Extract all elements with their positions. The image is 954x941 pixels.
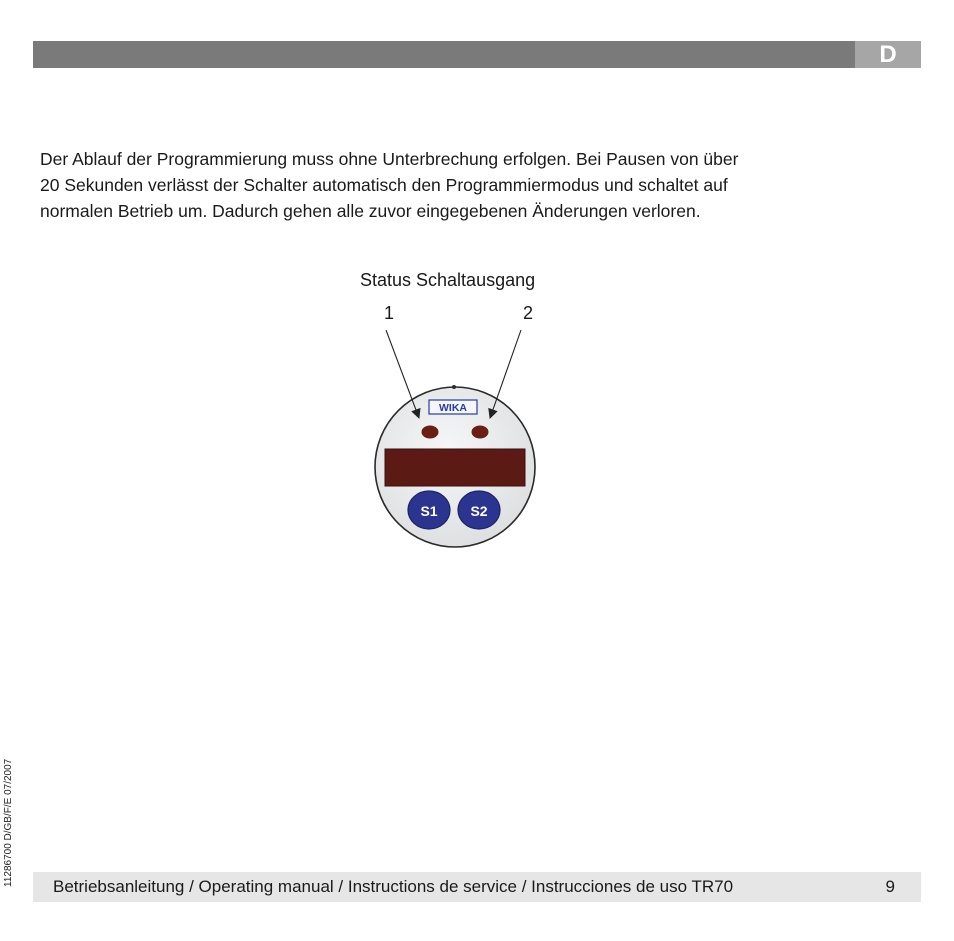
figure-title: Status Schaltausgang xyxy=(360,270,536,290)
callout-label-2: 2 xyxy=(523,303,534,323)
paragraph-line-2: 20 Sekunden verlässt der Schalter automatisch den Programmiermodus und schaltet auf xyxy=(40,175,728,195)
callout-label-1: 1 xyxy=(384,303,395,323)
footer-bar xyxy=(33,872,921,902)
page-number: 9 xyxy=(885,877,895,896)
language-tab: D xyxy=(855,41,921,68)
device-face-diagram xyxy=(340,262,600,562)
paragraph-line-1: Der Ablauf der Programmierung muss ohne Unterbrechung erfolgen. Bei Pausen von über xyxy=(40,149,739,169)
body-paragraph xyxy=(40,146,900,224)
s1-button-label: S1 xyxy=(420,503,438,519)
face-notch xyxy=(452,385,456,389)
callout-arrow-1 xyxy=(386,330,419,418)
status-led-2 xyxy=(472,426,489,439)
brand-label: WIKA xyxy=(439,402,467,414)
display-window xyxy=(385,449,525,486)
status-led-1 xyxy=(422,426,439,439)
s2-button-label: S2 xyxy=(470,503,488,519)
document-code: 11286700 D/GB/F/E 07/2007 xyxy=(3,758,14,887)
footer-title: Betriebsanleitung / Operating manual / Instructions de service / Instrucciones de uso TR70 xyxy=(53,877,734,896)
switch-status-figure xyxy=(340,262,600,562)
header-bar xyxy=(33,41,855,68)
paragraph-line-3: normalen Betrieb um. Dadurch gehen alle zuvor eingegebenen Änderungen verloren. xyxy=(40,201,701,221)
